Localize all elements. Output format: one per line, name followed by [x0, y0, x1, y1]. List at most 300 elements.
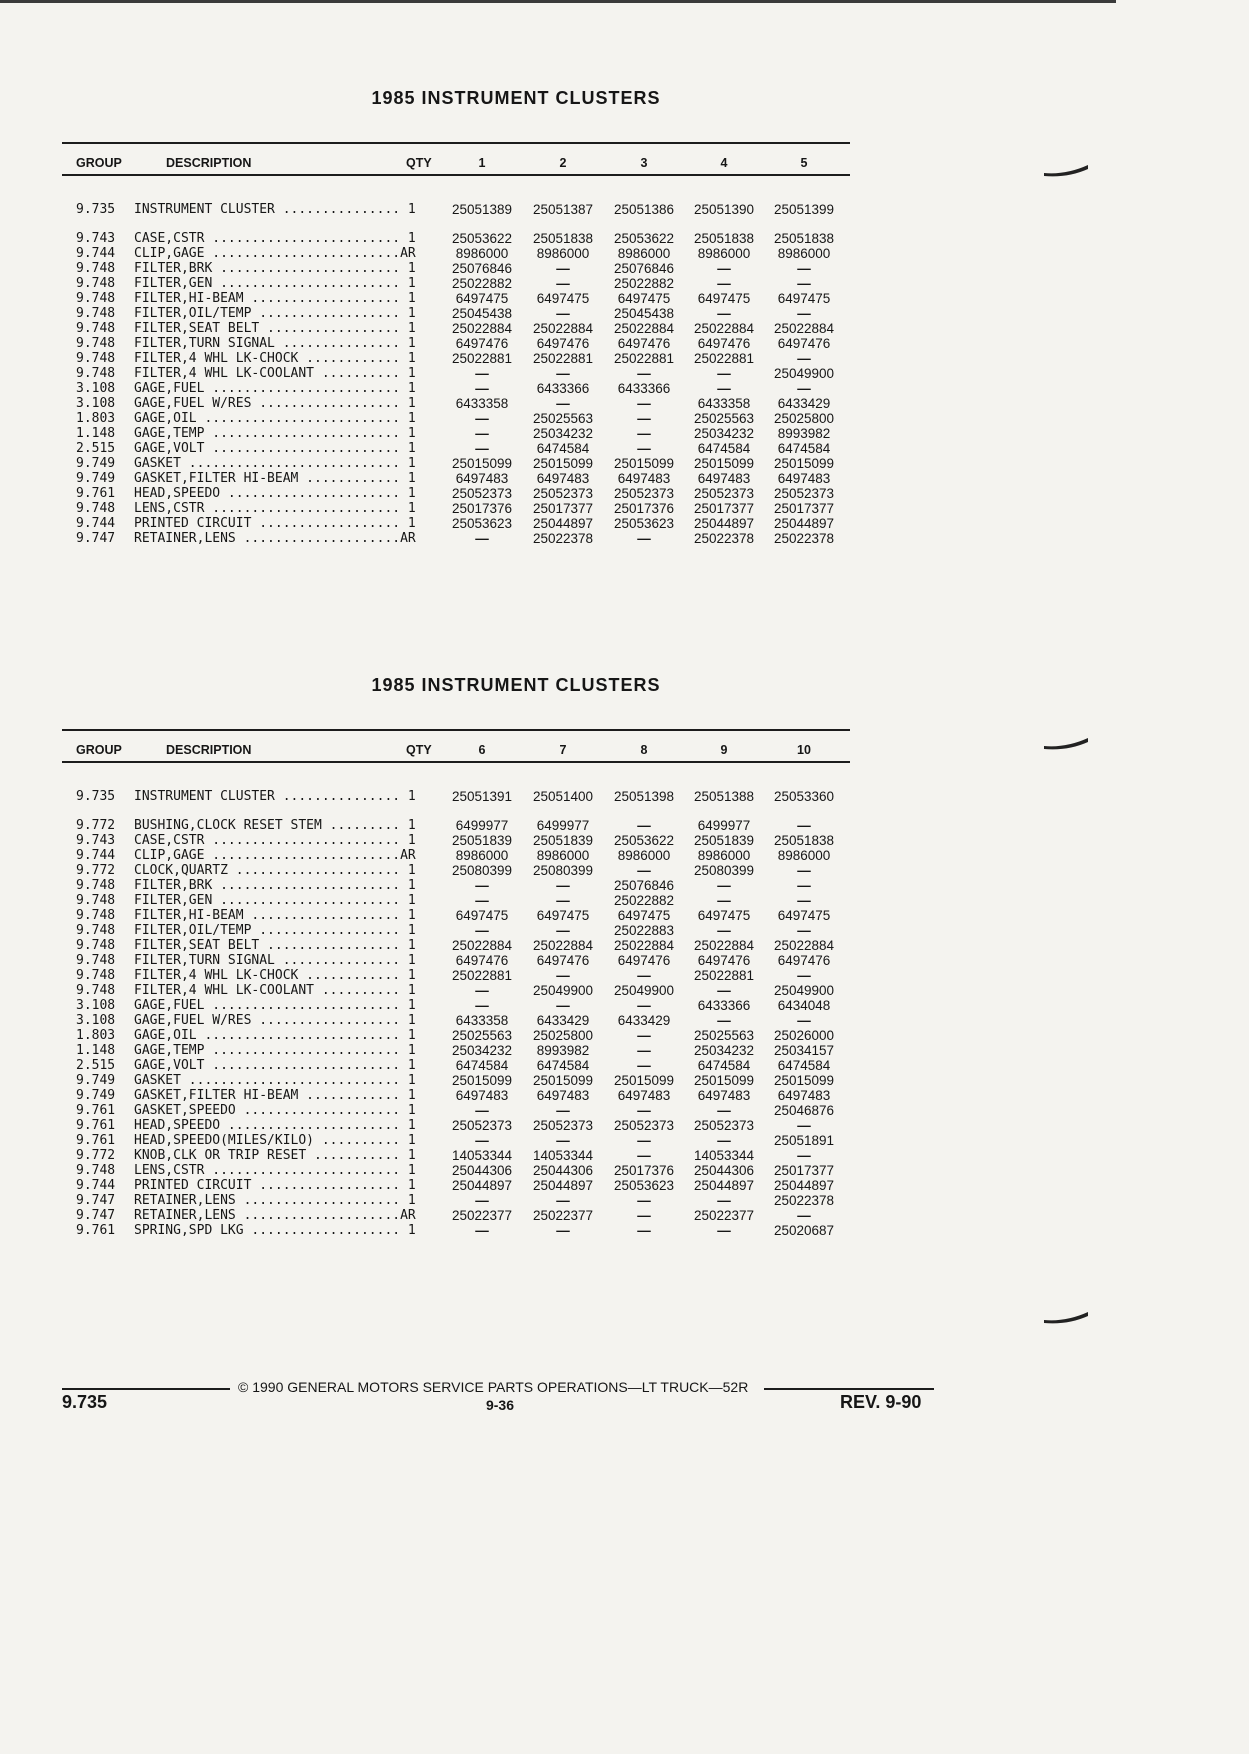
part-number-cell: 25051891: [773, 1133, 835, 1148]
col-header: 8: [640, 743, 648, 757]
part-number-cell: —: [475, 1103, 489, 1118]
part-number-cell: —: [556, 878, 570, 893]
part-number-cell: 25051386: [613, 202, 675, 217]
group-number: 9.744: [76, 516, 116, 531]
part-number-cell: 6497476: [777, 953, 831, 968]
header-bottom-rule: [62, 761, 850, 763]
table-row: [62, 953, 852, 968]
part-number-cell: 6497475: [617, 291, 671, 306]
part-description: HEAD,SPEEDO(MILES/KILO) .......... 1: [134, 1133, 416, 1148]
part-description: RETAINER,LENS ....................AR: [134, 531, 416, 546]
part-description: CLIP,GAGE ........................AR: [134, 848, 416, 863]
part-description: GAGE,FUEL ........................ 1: [134, 381, 416, 396]
part-number-cell: 6474584: [697, 441, 751, 456]
part-number-cell: —: [797, 818, 811, 833]
group-number: 9.749: [76, 1073, 116, 1088]
part-number-cell: 25017376: [613, 501, 675, 516]
part-number-cell: 8986000: [455, 848, 509, 863]
part-number-cell: 25051838: [532, 231, 594, 246]
group-number: 9.772: [76, 863, 116, 878]
part-number-cell: 25051399: [773, 202, 835, 217]
page-number: 9-36: [485, 1397, 515, 1413]
part-number-cell: 25051388: [693, 789, 755, 804]
footer-group-number: 9.735: [62, 1392, 108, 1412]
table-row: [62, 1133, 852, 1148]
part-description: FILTER,BRK ....................... 1: [134, 878, 416, 893]
part-number-cell: 8986000: [455, 246, 509, 261]
revision-label: REV. 9-90: [840, 1392, 922, 1412]
group-number: 9.761: [76, 1133, 116, 1148]
part-description: PRINTED CIRCUIT .................. 1: [134, 516, 416, 531]
group-number: 9.747: [76, 1208, 116, 1223]
table-row: [62, 1118, 852, 1133]
part-number-cell: —: [797, 1013, 811, 1028]
part-number-cell: —: [717, 1223, 731, 1238]
table-row: [62, 938, 852, 953]
table-row: [62, 1043, 852, 1058]
table-row: [62, 1208, 852, 1223]
part-number-cell: —: [637, 366, 651, 381]
part-number-cell: —: [556, 396, 570, 411]
part-number-cell: 25015099: [693, 456, 755, 471]
part-number-cell: 6474584: [777, 441, 831, 456]
part-number-cell: 25022881: [451, 968, 513, 983]
part-description: FILTER,OIL/TEMP .................. 1: [134, 306, 416, 321]
part-number-cell: 25025563: [693, 411, 755, 426]
part-number-cell: 8986000: [697, 848, 751, 863]
part-description: SPRING,SPD LKG ................... 1: [134, 1223, 416, 1238]
part-number-cell: —: [717, 1193, 731, 1208]
part-number-cell: —: [556, 923, 570, 938]
group-number: 9.748: [76, 893, 116, 908]
part-number-cell: —: [797, 923, 811, 938]
part-number-cell: 6474584: [536, 1058, 590, 1073]
part-number-cell: —: [637, 968, 651, 983]
part-number-cell: 25022881: [613, 351, 675, 366]
table-row: [62, 486, 852, 501]
part-description: INSTRUMENT CLUSTER ............... 1: [134, 202, 416, 217]
part-number-cell: 6497476: [697, 336, 751, 351]
part-number-cell: 25022884: [693, 321, 755, 336]
part-number-cell: 8993982: [536, 1043, 590, 1058]
part-number-cell: 25022378: [532, 531, 594, 546]
group-number: 9.748: [76, 291, 116, 306]
part-number-cell: 25053360: [773, 789, 835, 804]
part-number-cell: —: [797, 276, 811, 291]
part-number-cell: 6433358: [455, 1013, 509, 1028]
group-number: 9.748: [76, 501, 116, 516]
part-number-cell: 25015099: [532, 1073, 594, 1088]
part-number-cell: —: [637, 1208, 651, 1223]
part-number-cell: 25015099: [532, 456, 594, 471]
part-number-cell: 25022881: [451, 351, 513, 366]
parts-table-2: [62, 729, 852, 1249]
part-number-cell: —: [637, 411, 651, 426]
part-number-cell: 6434048: [777, 998, 831, 1013]
part-description: LENS,CSTR ........................ 1: [134, 501, 416, 516]
part-description: GASKET ........................... 1: [134, 456, 416, 471]
part-description: FILTER,HI-BEAM ................... 1: [134, 291, 416, 306]
binder-tab-mark: [1044, 1312, 1088, 1324]
part-number-cell: 6497475: [536, 291, 590, 306]
part-number-cell: —: [556, 1193, 570, 1208]
part-number-cell: 14053344: [451, 1148, 513, 1163]
part-number-cell: 6497476: [536, 953, 590, 968]
table-row: [62, 848, 852, 863]
part-number-cell: 6497483: [777, 471, 831, 486]
table-row: [62, 1178, 852, 1193]
description-header: DESCRIPTION: [166, 743, 252, 757]
part-number-cell: —: [637, 1058, 651, 1073]
table-row: [62, 893, 852, 908]
part-number-cell: 25051390: [693, 202, 755, 217]
part-number-cell: —: [637, 1043, 651, 1058]
part-number-cell: 6499977: [536, 818, 590, 833]
part-number-cell: 25022884: [451, 321, 513, 336]
part-number-cell: 25051838: [773, 833, 835, 848]
part-number-cell: 6497483: [536, 1088, 590, 1103]
part-number-cell: 25051839: [451, 833, 513, 848]
group-number: 2.515: [76, 1058, 116, 1073]
table-row: [62, 1223, 852, 1238]
part-number-cell: —: [717, 261, 731, 276]
table-row: [62, 998, 852, 1013]
part-description: HEAD,SPEEDO ...................... 1: [134, 1118, 416, 1133]
part-number-cell: —: [797, 863, 811, 878]
part-number-cell: 25022884: [613, 321, 675, 336]
part-number-cell: 6433429: [536, 1013, 590, 1028]
part-number-cell: 25052373: [693, 1118, 755, 1133]
part-number-cell: 6497475: [455, 291, 509, 306]
part-number-cell: 6497483: [455, 1088, 509, 1103]
part-number-cell: 8986000: [536, 246, 590, 261]
part-number-cell: 25051839: [693, 833, 755, 848]
group-number: 9.772: [76, 818, 116, 833]
part-number-cell: 25076846: [613, 261, 675, 276]
group-number: 1.148: [76, 1043, 116, 1058]
table-row: [62, 441, 852, 456]
part-description: PRINTED CIRCUIT .................. 1: [134, 1178, 416, 1193]
part-number-cell: 6497483: [617, 1088, 671, 1103]
part-number-cell: 6433358: [455, 396, 509, 411]
group-number: 9.748: [76, 938, 116, 953]
part-number-cell: 14053344: [532, 1148, 594, 1163]
part-number-cell: 25022378: [773, 531, 835, 546]
part-description: FILTER,4 WHL LK-CHOCK ............ 1: [134, 351, 416, 366]
part-number-cell: 25022884: [773, 321, 835, 336]
part-number-cell: 25049900: [773, 983, 835, 998]
parts-table-1: [62, 142, 852, 562]
part-number-cell: 6497475: [455, 908, 509, 923]
part-number-cell: 6497483: [617, 471, 671, 486]
part-description: FILTER,4 WHL LK-COOLANT .......... 1: [134, 366, 416, 381]
group-number: 9.748: [76, 968, 116, 983]
part-number-cell: —: [637, 1148, 651, 1163]
table-row: [62, 456, 852, 471]
part-number-cell: 25053622: [613, 231, 675, 246]
table-row: [62, 789, 852, 804]
part-number-cell: —: [556, 893, 570, 908]
part-number-cell: —: [797, 261, 811, 276]
footer-rule-left: [62, 1388, 230, 1390]
part-number-cell: 25022884: [773, 938, 835, 953]
group-header: GROUP: [76, 743, 122, 757]
part-description: CLIP,GAGE ........................AR: [134, 246, 416, 261]
table-row: [62, 863, 852, 878]
part-number-cell: 25049900: [532, 983, 594, 998]
table-row: [62, 411, 852, 426]
part-number-cell: —: [556, 1133, 570, 1148]
part-number-cell: —: [797, 1148, 811, 1163]
part-description: FILTER,GEN ....................... 1: [134, 893, 416, 908]
part-number-cell: 6433358: [697, 396, 751, 411]
part-number-cell: 25022882: [613, 893, 675, 908]
part-number-cell: 25034157: [773, 1043, 835, 1058]
group-number: 9.761: [76, 486, 116, 501]
part-number-cell: 6497483: [697, 1088, 751, 1103]
table-row: [62, 366, 852, 381]
table-row: [62, 471, 852, 486]
part-number-cell: —: [797, 306, 811, 321]
part-number-cell: 25051389: [451, 202, 513, 217]
part-number-cell: 8986000: [697, 246, 751, 261]
part-number-cell: —: [797, 381, 811, 396]
part-description: GAGE,OIL ......................... 1: [134, 411, 416, 426]
part-description: GAGE,FUEL W/RES .................. 1: [134, 396, 416, 411]
binder-tab-mark: [1044, 738, 1088, 750]
group-number: 9.748: [76, 321, 116, 336]
part-number-cell: 25051839: [532, 833, 594, 848]
part-number-cell: 6497476: [617, 953, 671, 968]
part-number-cell: 25049900: [773, 366, 835, 381]
part-number-cell: 25017376: [613, 1163, 675, 1178]
col-header: 5: [800, 156, 808, 170]
group-number: 9.761: [76, 1223, 116, 1238]
table-row: [62, 396, 852, 411]
part-number-cell: 6433366: [536, 381, 590, 396]
part-number-cell: 8993982: [777, 426, 831, 441]
part-description: GAGE,VOLT ........................ 1: [134, 1058, 416, 1073]
group-number: 9.772: [76, 1148, 116, 1163]
part-number-cell: —: [475, 531, 489, 546]
part-number-cell: —: [717, 1133, 731, 1148]
part-number-cell: 25022377: [451, 1208, 513, 1223]
part-number-cell: 25022884: [693, 938, 755, 953]
col-header: 10: [797, 743, 811, 757]
table-row: [62, 1148, 852, 1163]
group-number: 3.108: [76, 396, 116, 411]
part-number-cell: 6497476: [455, 953, 509, 968]
group-number: 9.748: [76, 1163, 116, 1178]
part-number-cell: 6474584: [777, 1058, 831, 1073]
table-row: [62, 381, 852, 396]
part-number-cell: 6497476: [455, 336, 509, 351]
part-number-cell: 25044897: [773, 1178, 835, 1193]
part-description: RETAINER,LENS ....................AR: [134, 1208, 416, 1223]
part-number-cell: 25052373: [532, 486, 594, 501]
part-number-cell: 25053623: [451, 516, 513, 531]
table-row: [62, 1193, 852, 1208]
part-number-cell: 25022884: [613, 938, 675, 953]
group-number: 9.748: [76, 908, 116, 923]
part-description: FILTER,4 WHL LK-CHOCK ............ 1: [134, 968, 416, 983]
part-number-cell: 6433366: [617, 381, 671, 396]
part-number-cell: 25022378: [693, 531, 755, 546]
part-number-cell: 25022881: [693, 968, 755, 983]
table-row: [62, 261, 852, 276]
part-number-cell: 25080399: [451, 863, 513, 878]
part-number-cell: 25025800: [773, 411, 835, 426]
table-row: [62, 1088, 852, 1103]
part-number-cell: —: [475, 426, 489, 441]
table-row: [62, 531, 852, 546]
part-number-cell: 25046876: [773, 1103, 835, 1118]
part-number-cell: —: [637, 818, 651, 833]
part-description: GAGE,OIL ......................... 1: [134, 1028, 416, 1043]
part-number-cell: 25034232: [532, 426, 594, 441]
part-number-cell: 25022378: [773, 1193, 835, 1208]
group-number: 3.108: [76, 381, 116, 396]
part-number-cell: —: [797, 351, 811, 366]
part-number-cell: —: [637, 1223, 651, 1238]
part-number-cell: —: [797, 1208, 811, 1223]
part-number-cell: —: [475, 366, 489, 381]
table-row: [62, 336, 852, 351]
part-description: INSTRUMENT CLUSTER ............... 1: [134, 789, 416, 804]
table-row: [62, 923, 852, 938]
part-number-cell: —: [475, 1133, 489, 1148]
part-description: FILTER,OIL/TEMP .................. 1: [134, 923, 416, 938]
part-number-cell: 25044306: [451, 1163, 513, 1178]
part-number-cell: —: [637, 1103, 651, 1118]
part-number-cell: 25044897: [693, 516, 755, 531]
part-number-cell: 25051398: [613, 789, 675, 804]
part-number-cell: 25052373: [613, 1118, 675, 1133]
part-description: FILTER,TURN SIGNAL ............... 1: [134, 336, 416, 351]
part-number-cell: 25080399: [532, 863, 594, 878]
part-number-cell: 25017377: [773, 501, 835, 516]
part-description: GAGE,TEMP ........................ 1: [134, 1043, 416, 1058]
table-row: [62, 276, 852, 291]
part-description: FILTER,HI-BEAM ................... 1: [134, 908, 416, 923]
part-number-cell: —: [475, 923, 489, 938]
group-number: 3.108: [76, 1013, 116, 1028]
part-description: FILTER,GEN ....................... 1: [134, 276, 416, 291]
group-number: 9.748: [76, 983, 116, 998]
part-number-cell: 25017377: [532, 501, 594, 516]
part-description: GAGE,FUEL ........................ 1: [134, 998, 416, 1013]
part-number-cell: 25017377: [693, 501, 755, 516]
part-description: FILTER,SEAT BELT ................. 1: [134, 938, 416, 953]
col-header: 2: [559, 156, 567, 170]
group-number: 9.749: [76, 471, 116, 486]
part-description: GAGE,VOLT ........................ 1: [134, 441, 416, 456]
page-top-edge: [0, 0, 1116, 3]
part-number-cell: 25025800: [532, 1028, 594, 1043]
part-number-cell: 6497475: [617, 908, 671, 923]
table-1-title: 1985 INSTRUMENT CLUSTERS: [371, 88, 661, 108]
table-row: [62, 246, 852, 261]
part-number-cell: 25080399: [693, 863, 755, 878]
part-number-cell: 6497475: [697, 908, 751, 923]
table-row: [62, 501, 852, 516]
part-number-cell: 25025563: [693, 1028, 755, 1043]
part-number-cell: 25015099: [773, 456, 835, 471]
part-number-cell: 6497483: [777, 1088, 831, 1103]
part-number-cell: 25025563: [532, 411, 594, 426]
part-number-cell: 25076846: [451, 261, 513, 276]
table-row: [62, 351, 852, 366]
part-number-cell: —: [475, 998, 489, 1013]
table-row: [62, 291, 852, 306]
part-number-cell: 8986000: [617, 246, 671, 261]
part-description: GASKET,FILTER HI-BEAM ............ 1: [134, 471, 416, 486]
group-number: 3.108: [76, 998, 116, 1013]
part-number-cell: —: [556, 306, 570, 321]
part-number-cell: —: [717, 923, 731, 938]
part-description: BUSHING,CLOCK RESET STEM ......... 1: [134, 818, 416, 833]
part-number-cell: 8986000: [617, 848, 671, 863]
part-number-cell: —: [717, 983, 731, 998]
part-number-cell: —: [797, 1118, 811, 1133]
part-number-cell: 25017376: [451, 501, 513, 516]
part-number-cell: 25015099: [451, 1073, 513, 1088]
table-row: [62, 426, 852, 441]
part-number-cell: 25044897: [532, 516, 594, 531]
part-number-cell: —: [556, 1223, 570, 1238]
copyright-text: © 1990 GENERAL MOTORS SERVICE PARTS OPERATIONS—LT TRUCK—52R: [238, 1379, 749, 1395]
part-number-cell: 25015099: [613, 1073, 675, 1088]
qty-header: QTY: [406, 743, 432, 757]
group-number: 9.747: [76, 531, 116, 546]
part-number-cell: —: [556, 366, 570, 381]
part-number-cell: 6497475: [777, 908, 831, 923]
table-row: [62, 1013, 852, 1028]
part-number-cell: 25022377: [532, 1208, 594, 1223]
part-number-cell: —: [637, 396, 651, 411]
part-description: FILTER,BRK ....................... 1: [134, 261, 416, 276]
header-top-rule: [62, 729, 850, 731]
part-number-cell: 25034232: [693, 426, 755, 441]
part-number-cell: 25051400: [532, 789, 594, 804]
table-row: [62, 818, 852, 833]
part-number-cell: —: [475, 381, 489, 396]
table-row: [62, 202, 852, 217]
part-number-cell: 6474584: [455, 1058, 509, 1073]
part-number-cell: —: [797, 878, 811, 893]
table-row: [62, 516, 852, 531]
col-header: 4: [720, 156, 728, 170]
part-number-cell: 25053623: [613, 1178, 675, 1193]
table-row: [62, 306, 852, 321]
part-number-cell: 6499977: [697, 818, 751, 833]
table-row: [62, 1163, 852, 1178]
part-number-cell: —: [717, 893, 731, 908]
part-number-cell: —: [637, 1028, 651, 1043]
part-number-cell: 6497475: [536, 908, 590, 923]
part-number-cell: —: [717, 306, 731, 321]
part-number-cell: 6433429: [617, 1013, 671, 1028]
part-number-cell: 25034232: [451, 1043, 513, 1058]
part-number-cell: 25022882: [613, 276, 675, 291]
table-row: [62, 1073, 852, 1088]
part-number-cell: 25044897: [773, 516, 835, 531]
part-number-cell: —: [475, 411, 489, 426]
part-description: FILTER,TURN SIGNAL ............... 1: [134, 953, 416, 968]
part-number-cell: —: [556, 968, 570, 983]
part-number-cell: 25052373: [773, 486, 835, 501]
group-number: 9.748: [76, 351, 116, 366]
